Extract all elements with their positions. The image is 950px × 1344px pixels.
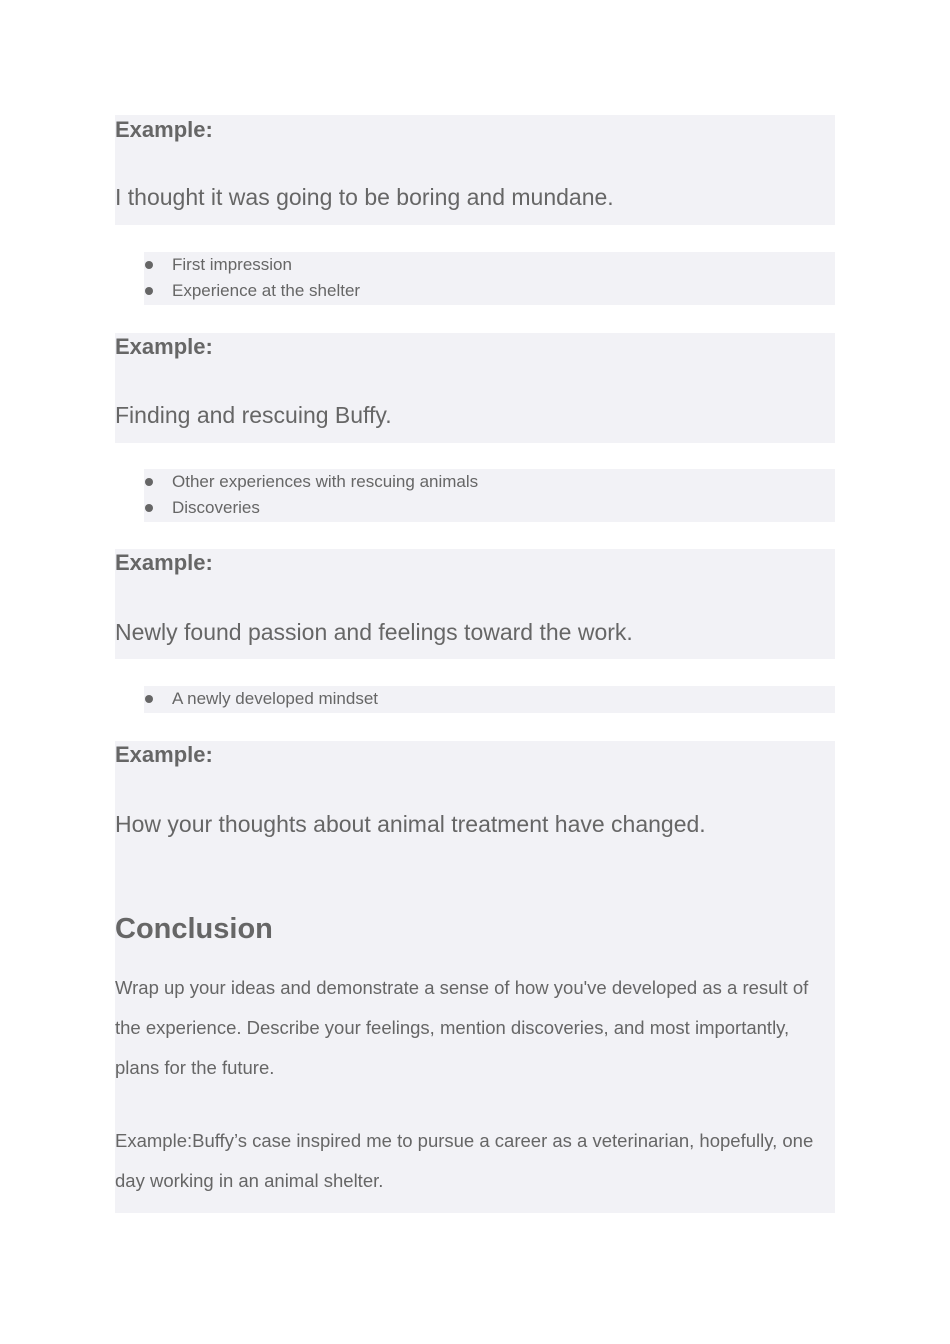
bullet-list-3 xyxy=(144,686,835,713)
example-text: Finding and rescuing Buffy. xyxy=(115,402,392,428)
example-label: Example: xyxy=(115,550,213,575)
conclusion-heading: Conclusion xyxy=(115,913,273,945)
conclusion-example: Example:Buffy’s case inspired me to pursue a career as a veterinarian, hopefully, one day working in an animal shelter. xyxy=(115,1130,814,1191)
example-text: How your thoughts about animal treatment have changed. xyxy=(115,811,706,837)
example-block-1 xyxy=(115,115,835,225)
list-item: A newly developed mindset xyxy=(144,686,835,712)
list-item: Experience at the shelter xyxy=(144,278,835,304)
bullet-list-1 xyxy=(144,252,835,305)
example-label: Example: xyxy=(115,334,213,359)
conclusion-paragraph: Wrap up your ideas and demonstrate a sense of how you've developed as a result of the experience. Describe your feelings, mention discoveries, and most importantly, plans for the future. xyxy=(115,977,809,1078)
example-label: Example: xyxy=(115,742,213,767)
example-text: I thought it was going to be boring and mundane. xyxy=(115,184,614,210)
example-block-3 xyxy=(115,549,835,659)
bullet-list-2 xyxy=(144,469,835,522)
list-item: Other experiences with rescuing animals xyxy=(144,469,835,495)
list-item: First impression xyxy=(144,252,835,278)
list-item: Discoveries xyxy=(144,495,835,521)
example-text: Newly found passion and feelings toward the work. xyxy=(115,619,633,645)
example-block-2 xyxy=(115,333,835,443)
example-label: Example: xyxy=(115,117,213,142)
example-and-conclusion-block xyxy=(115,741,835,1213)
